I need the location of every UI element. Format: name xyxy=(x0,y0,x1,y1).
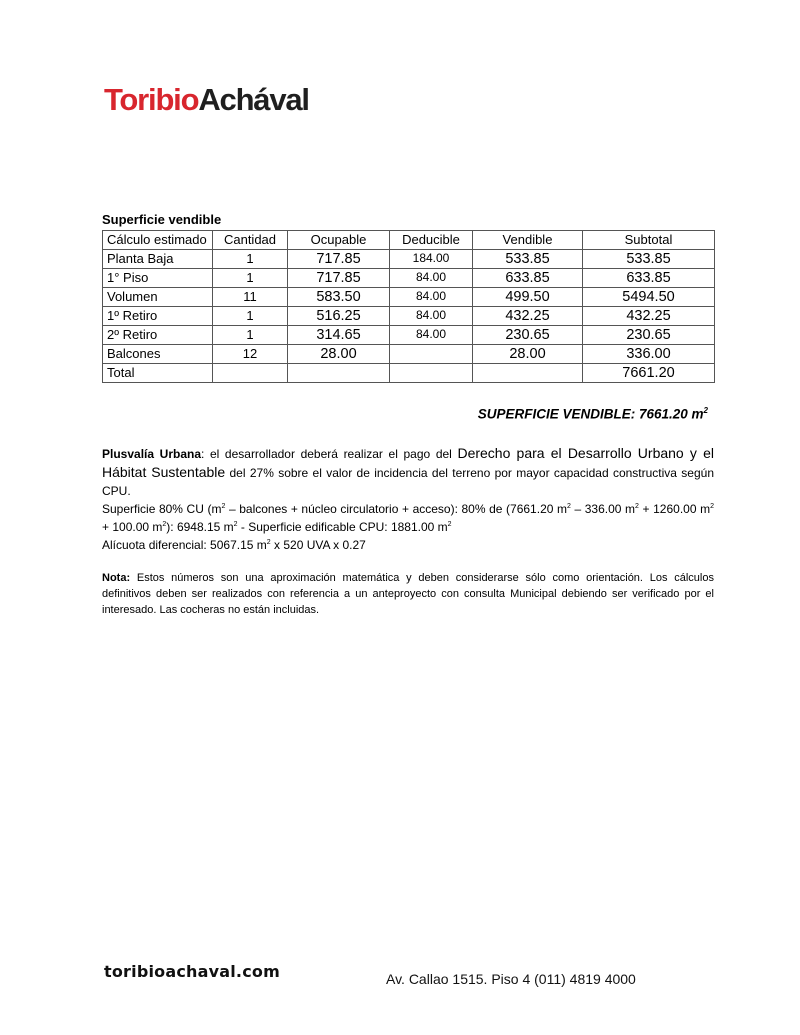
table-cell: 184.00 xyxy=(390,250,473,269)
plusvalia-paragraph xyxy=(102,444,714,554)
calc-a: Superficie 80% CU (m xyxy=(102,502,222,516)
table-cell: 583.50 xyxy=(288,288,390,307)
table-cell: 336.00 xyxy=(583,345,715,364)
plusvalia-text-2: Derecho para el Desarrollo Urbano y el Hábitat Sustentable xyxy=(102,445,714,480)
logo-part-achaval: Achával xyxy=(198,82,309,117)
table-cell: 717.85 xyxy=(288,269,390,288)
table-cell: 1 xyxy=(213,269,288,288)
calc-e: + 100.00 m xyxy=(102,520,163,534)
table-row xyxy=(103,326,715,345)
table-cell: 28.00 xyxy=(473,345,583,364)
table-cell: 1 xyxy=(213,250,288,269)
table-row xyxy=(103,364,715,383)
table-cell: 717.85 xyxy=(288,250,390,269)
table-cell: 230.65 xyxy=(473,326,583,345)
sup: 2 xyxy=(567,503,571,510)
table-cell: Total xyxy=(103,364,213,383)
calc-f: ): 6948.15 m xyxy=(166,520,234,534)
table-cell: 7661.20 xyxy=(583,364,715,383)
sup: 2 xyxy=(447,521,452,528)
table-cell: 314.65 xyxy=(288,326,390,345)
table-cell: 633.85 xyxy=(583,269,715,288)
table-cell: 533.85 xyxy=(473,250,583,269)
sup: 2 xyxy=(233,521,238,528)
table-cell: Volumen xyxy=(103,288,213,307)
table-cell: 432.25 xyxy=(473,307,583,326)
summary-text: SUPERFICIE VENDIBLE: 7661.20 m xyxy=(477,406,704,422)
sup: 2 xyxy=(221,503,226,510)
table-cell xyxy=(390,345,473,364)
calc-b: – balcones + núcleo circulatorio + acceso): 80% de (7661.20 m xyxy=(225,502,567,516)
table-header-row xyxy=(103,231,715,250)
note-label: Nota: xyxy=(102,572,131,584)
table-cell: 11 xyxy=(213,288,288,307)
table-cell: Planta Baja xyxy=(103,250,213,269)
table-row xyxy=(103,345,715,364)
table-cell: 12 xyxy=(213,345,288,364)
table-header-cell: Vendible xyxy=(473,231,583,250)
plusvalia-text-3: del 27% sobre el valor de incidencia del terreno por mayor capacidad constructiva según CPU. xyxy=(102,466,714,498)
table-header-cell: Cantidad xyxy=(213,231,288,250)
footer-website: toribioachaval.com xyxy=(104,962,280,981)
table-cell: 516.25 xyxy=(288,307,390,326)
table-cell: 533.85 xyxy=(583,250,715,269)
table-cell: 1 xyxy=(213,307,288,326)
table-cell xyxy=(288,364,390,383)
plusvalia-text-1: : el desarrollador deberá realizar el pago del xyxy=(201,447,458,461)
table-header-cell: Cálculo estimado xyxy=(103,231,213,250)
alicuota-a: Alícuota diferencial: 5067.15 m xyxy=(102,538,267,552)
sellable-surface-total xyxy=(478,406,708,422)
table-header-cell: Subtotal xyxy=(583,231,715,250)
table-cell: 5494.50 xyxy=(583,288,715,307)
table-cell xyxy=(390,364,473,383)
sup: 2 xyxy=(162,521,167,528)
calc-d: + 1260.00 m xyxy=(638,502,711,516)
table-cell: 84.00 xyxy=(390,269,473,288)
table-header-cell: Deducible xyxy=(390,231,473,250)
table-row xyxy=(103,250,715,269)
table-cell: 499.50 xyxy=(473,288,583,307)
table-row xyxy=(103,307,715,326)
plusvalia-label: Plusvalía Urbana xyxy=(102,447,201,461)
table-cell xyxy=(213,364,288,383)
section-title: Superficie vendible xyxy=(102,212,222,227)
table-cell: 230.65 xyxy=(583,326,715,345)
table-row xyxy=(103,288,715,307)
table-cell: 28.00 xyxy=(288,345,390,364)
sup: 2 xyxy=(710,503,714,510)
table-cell: Balcones xyxy=(103,345,213,364)
note-paragraph xyxy=(102,570,714,618)
table-cell: 633.85 xyxy=(473,269,583,288)
table-cell xyxy=(473,364,583,383)
table-header-cell: Ocupable xyxy=(288,231,390,250)
footer-address: Av. Callao 1515. Piso 4 (011) 4819 4000 xyxy=(386,971,636,987)
table-row xyxy=(103,269,715,288)
alicuota-b: x 520 UVA x 0.27 xyxy=(270,538,366,552)
calc-c: – 336.00 m xyxy=(570,502,636,516)
note-text: Estos números son una aproximación matemática y deben considerarse sólo como orientación. Los cálculos definitivos deben ser realizados con referencia a un anteproyecto con consulta Municipal debiendo ser verificado por el interesado. Las cocheras no están incluidas. xyxy=(102,572,714,616)
table-cell: 1° Piso xyxy=(103,269,213,288)
sup: 2 xyxy=(635,503,639,510)
table-cell: 84.00 xyxy=(390,288,473,307)
table-cell: 84.00 xyxy=(390,326,473,345)
table-cell: 1 xyxy=(213,326,288,345)
logo-part-toribio: Toribio xyxy=(104,82,199,117)
surface-table xyxy=(102,230,715,383)
calc-g: - Superficie edificable CPU: 1881.00 m xyxy=(237,520,448,534)
brand-logo xyxy=(104,84,309,115)
summary-sup: 2 xyxy=(703,406,708,415)
table-cell: 432.25 xyxy=(583,307,715,326)
table-cell: 2º Retiro xyxy=(103,326,213,345)
sup: 2 xyxy=(266,539,271,546)
table-cell: 1º Retiro xyxy=(103,307,213,326)
table-cell: 84.00 xyxy=(390,307,473,326)
